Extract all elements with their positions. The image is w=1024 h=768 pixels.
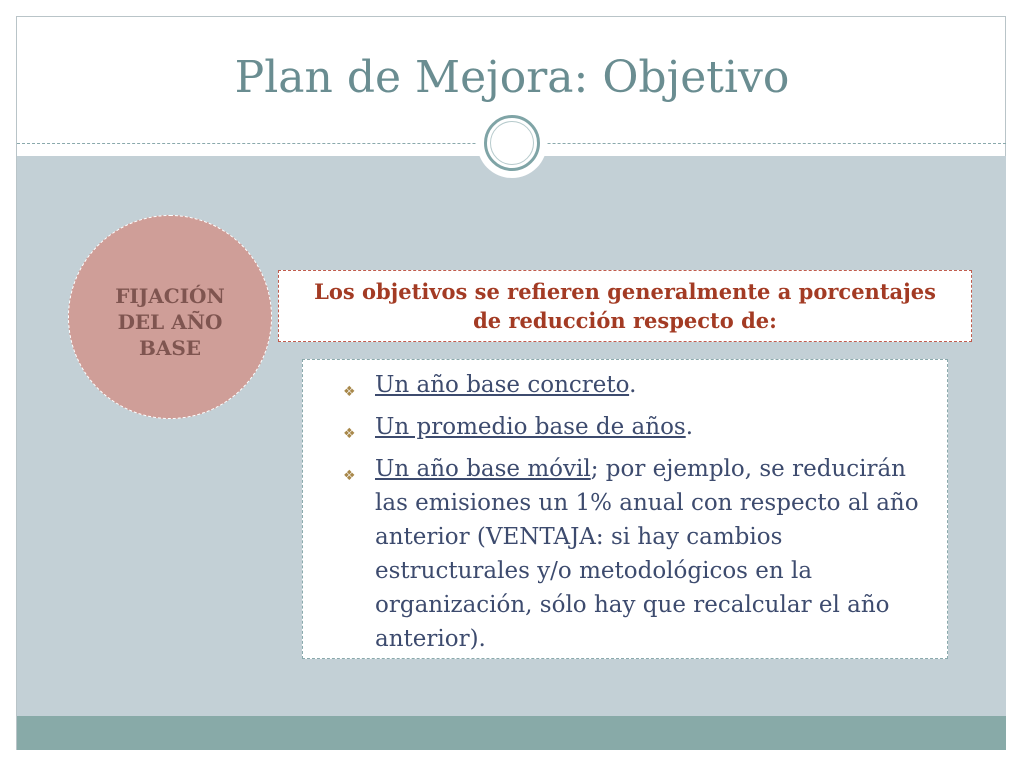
slide-title: Plan de Mejora: Objetivo (234, 52, 790, 103)
footer-band (17, 716, 1006, 750)
bullet-list (343, 368, 929, 656)
diamond-bullet-icon: ❖ (343, 468, 356, 484)
diamond-bullet-icon: ❖ (343, 384, 356, 400)
topic-circle (68, 215, 272, 419)
callout-text: Los objetivos se refieren generalmente a porcentajes de reducción respecto de: (314, 279, 936, 333)
ring-ornament-inner (490, 121, 534, 165)
callout-box (278, 270, 972, 342)
item-link[interactable]: Un año base móvil (375, 456, 591, 482)
item-text: . (629, 372, 637, 398)
list-item (343, 410, 929, 444)
item-text: . (685, 414, 694, 440)
bullet-list-box (302, 359, 948, 659)
item-text: ; por ejemplo, se reducirán las emisiones un 1% anual con respecto al año anterior (VENTAJA: si hay cambios estructurales y/o metodológicos en la organización, sólo hay que recalcular el año anterior). (375, 456, 919, 652)
item-link[interactable]: Un promedio base de años (375, 414, 686, 440)
list-item (343, 368, 929, 402)
item-link[interactable]: Un año base concreto (375, 372, 630, 398)
topic-circle-label: FIJACIÓN DEL AÑO BASE (115, 284, 225, 360)
list-item (343, 452, 929, 656)
diamond-bullet-icon: ❖ (343, 426, 356, 442)
